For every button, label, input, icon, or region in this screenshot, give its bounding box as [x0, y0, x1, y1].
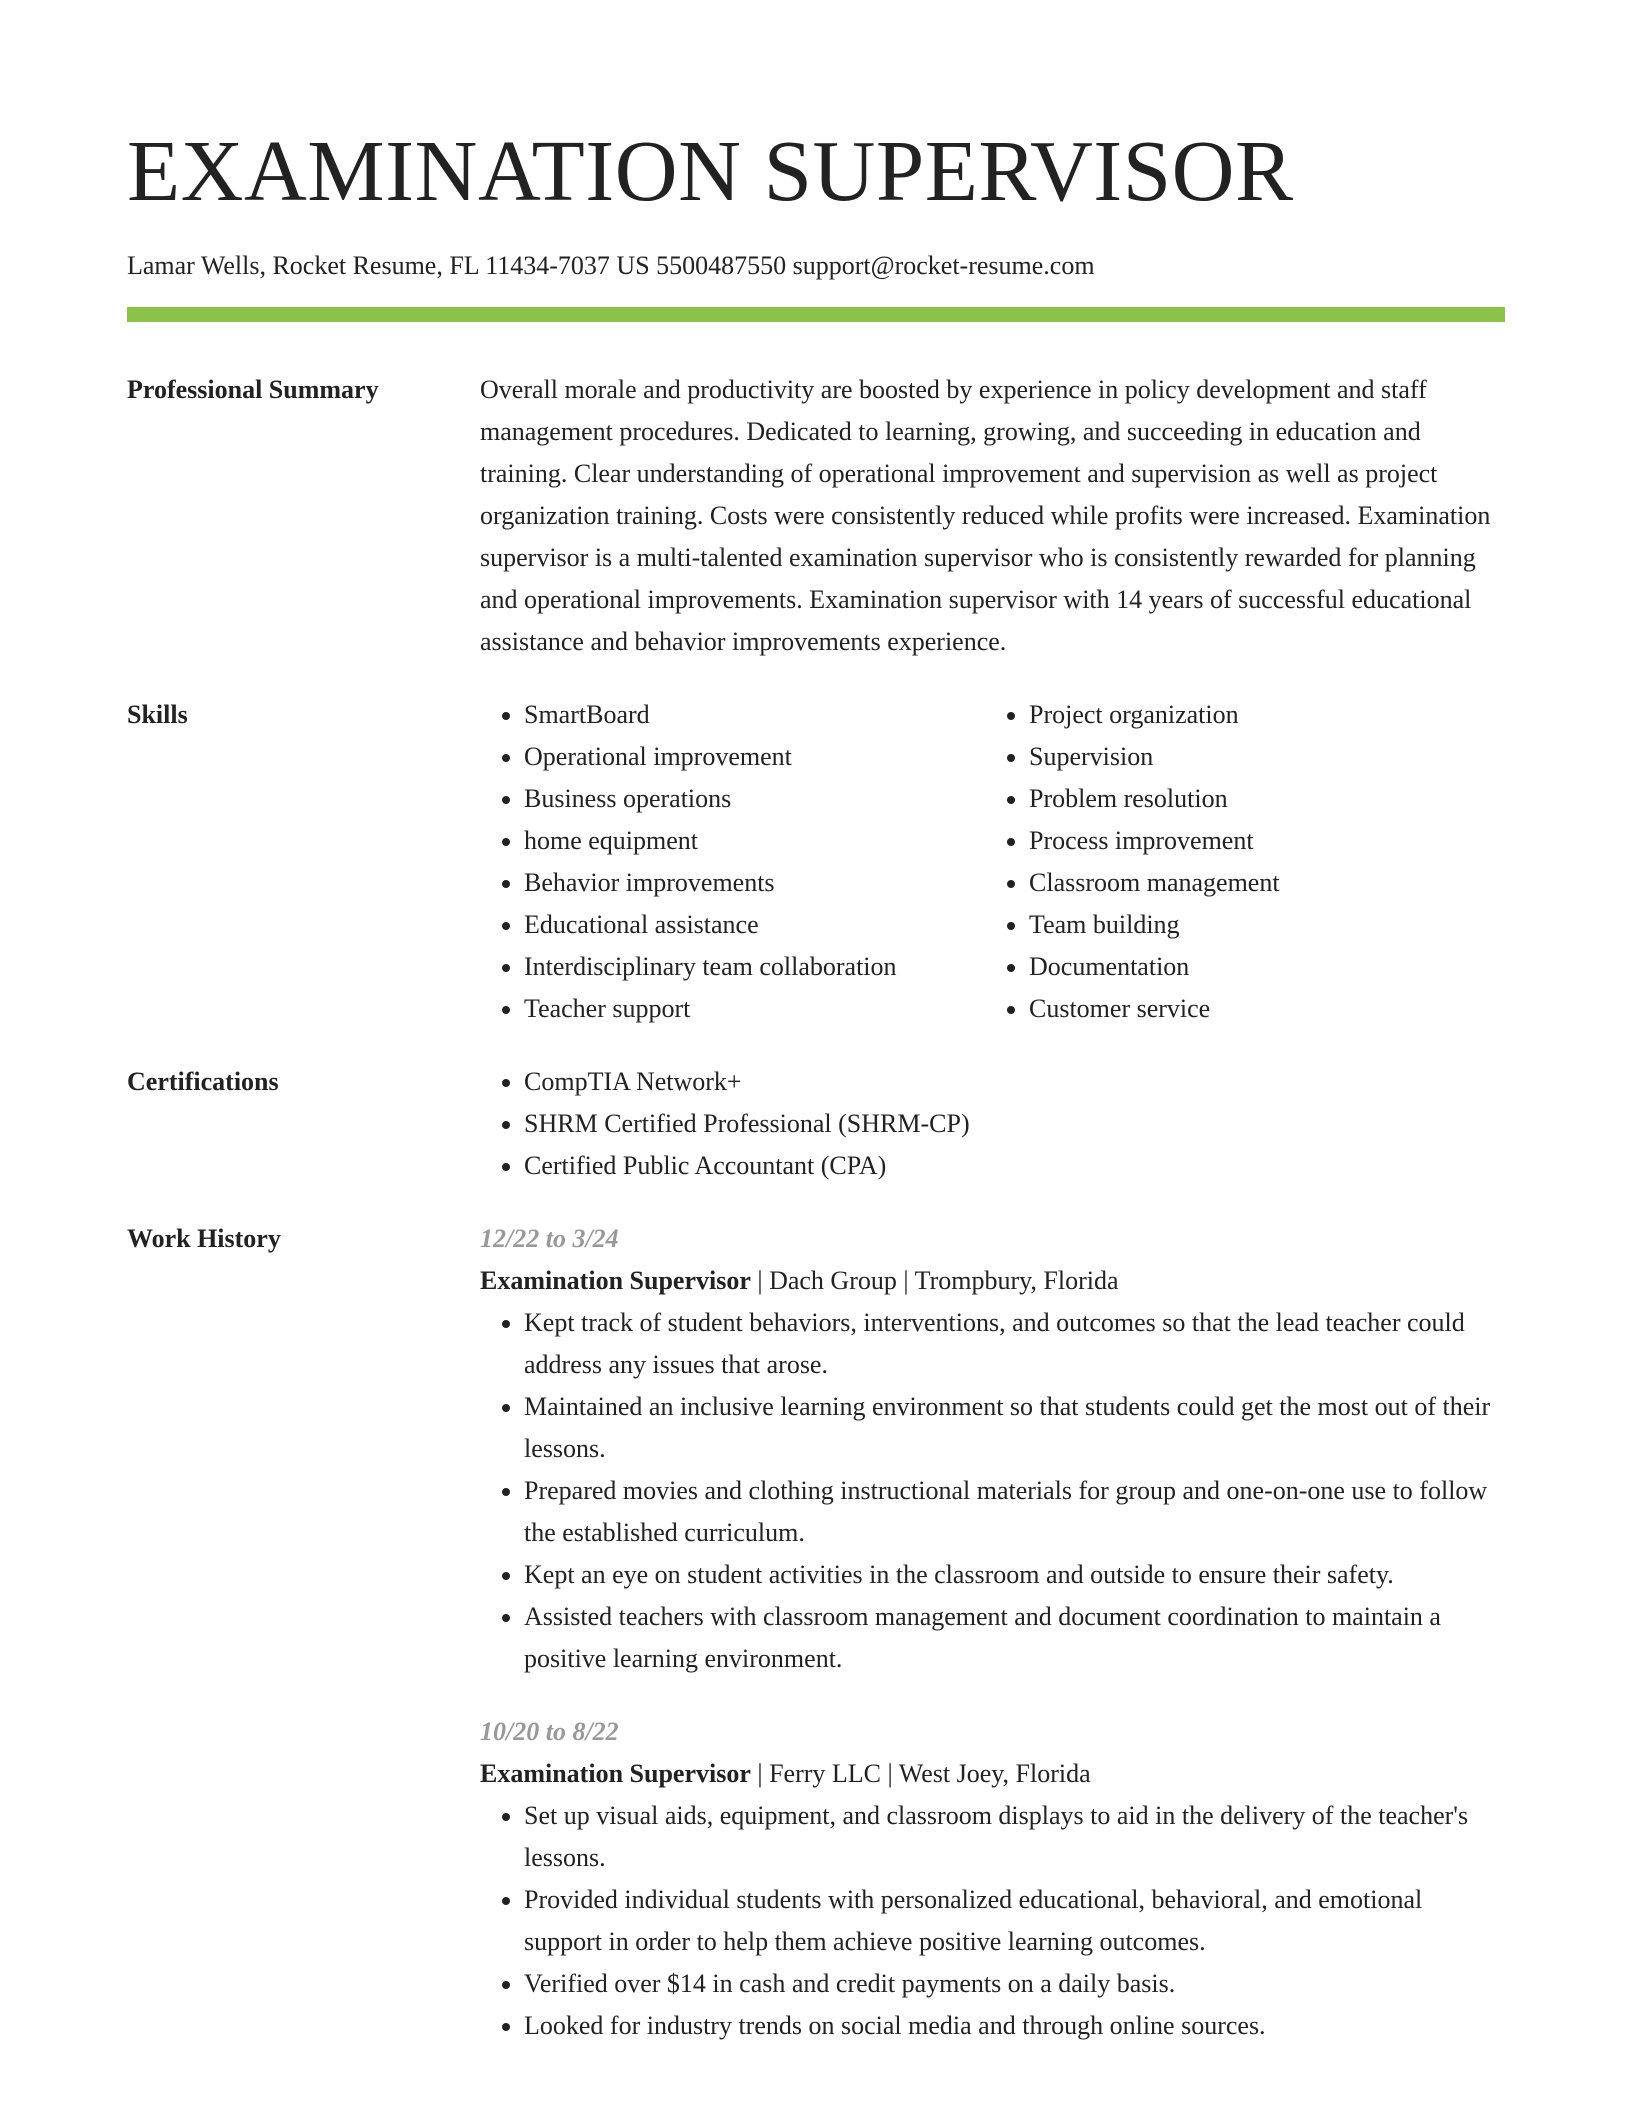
skill-item: • SmartBoard — [524, 694, 985, 736]
header-divider — [127, 307, 1505, 322]
job-bullet: • Looked for industry trends on social media and through online sources. — [524, 2005, 1505, 2047]
certifications-section — [127, 1061, 1505, 1187]
skill-item: • Educational assistance — [524, 904, 985, 946]
skill-item: • Documentation — [1029, 946, 1505, 988]
skill-item: • Project organization — [1029, 694, 1505, 736]
job-bullet: • Maintained an inclusive learning environment so that students could get the most out of their lessons. — [524, 1386, 1505, 1470]
job-entry — [480, 1711, 1505, 2047]
skill-item: • Team building — [1029, 904, 1505, 946]
skill-item: • Teacher support — [524, 988, 985, 1030]
job-dates: 10/20 to 8/22 — [480, 1717, 619, 1746]
work-history-section — [127, 1218, 1505, 2047]
skills-column-left — [480, 694, 985, 1030]
skill-item: • Operational improvement — [524, 736, 985, 778]
skill-item: • Classroom management — [1029, 862, 1505, 904]
job-bullet: • Kept track of student behaviors, interventions, and outcomes so that the lead teacher could address any issues that arose. — [524, 1302, 1505, 1386]
job-bullet: • Set up visual aids, equipment, and classroom displays to aid in the delivery of the teacher's lessons. — [524, 1795, 1505, 1879]
skills-column-right — [985, 694, 1505, 1030]
job-title: Examination Supervisor — [480, 1759, 751, 1788]
skill-item: • Customer service — [1029, 988, 1505, 1030]
job-bullet: • Assisted teachers with classroom management and document coordination to maintain a positive learning environment. — [524, 1596, 1505, 1680]
job-dates: 12/22 to 3/24 — [480, 1224, 619, 1253]
job-bullet: • Prepared movies and clothing instructional materials for group and one-on-one use to follow the established curriculum. — [524, 1470, 1505, 1554]
resume-page — [127, 0, 1505, 2047]
skill-item: • Supervision — [1029, 736, 1505, 778]
job-details: | Ferry LLC | West Joey, Florida — [750, 1759, 1091, 1788]
job-bullet: • Kept an eye on student activities in the classroom and outside to ensure their safety. — [524, 1554, 1505, 1596]
job-bullet: • Provided individual students with personalized educational, behavioral, and emotional support in order to help them achieve positive learning outcomes. — [524, 1879, 1505, 1963]
skill-item: • Business operations — [524, 778, 985, 820]
resume-name: EXAMINATION SUPERVISOR — [127, 122, 1294, 219]
skill-item: • home equipment — [524, 820, 985, 862]
summary-section — [127, 369, 1505, 663]
section-label-summary: Professional Summary — [127, 375, 379, 404]
contact-info: Lamar Wells, Rocket Resume, FL 11434-7037 US 5500487550 support@rocket-resume.com — [127, 251, 1095, 280]
summary-text: Overall morale and productivity are boosted by experience in policy development and staff management procedures. Dedicated to learning, growing, and succeeding in education and training. Clear understanding of operational improvement and supervision as well as project organization training. Costs were consistently reduced while profits were increased. Examination supervisor is a multi-talented examination supervisor who is consistently rewarded for planning and operational improvements. Examination supervisor with 14 years of successful educational assistance and behavior improvements experience. — [480, 375, 1491, 656]
job-title-line — [480, 1753, 1505, 1795]
certification-item: • SHRM Certified Professional (SHRM-CP) — [524, 1103, 1505, 1145]
certification-item: • CompTIA Network+ — [524, 1061, 1505, 1103]
job-bullet: • Verified over $14 in cash and credit payments on a daily basis. — [524, 1963, 1505, 2005]
skill-item: • Interdisciplinary team collaboration — [524, 946, 985, 988]
job-title: Examination Supervisor — [480, 1266, 751, 1295]
job-entry — [480, 1218, 1505, 1680]
job-title-line — [480, 1260, 1505, 1302]
section-label-skills: Skills — [127, 700, 188, 729]
section-label-certifications: Certifications — [127, 1067, 279, 1096]
job-details: | Dach Group | Trompbury, Florida — [750, 1266, 1119, 1295]
skill-item: • Problem resolution — [1029, 778, 1505, 820]
section-label-work-history: Work History — [127, 1224, 281, 1253]
certification-item: • Certified Public Accountant (CPA) — [524, 1145, 1505, 1187]
skill-item: • Behavior improvements — [524, 862, 985, 904]
skill-item: • Process improvement — [1029, 820, 1505, 862]
skills-section — [127, 694, 1505, 1030]
